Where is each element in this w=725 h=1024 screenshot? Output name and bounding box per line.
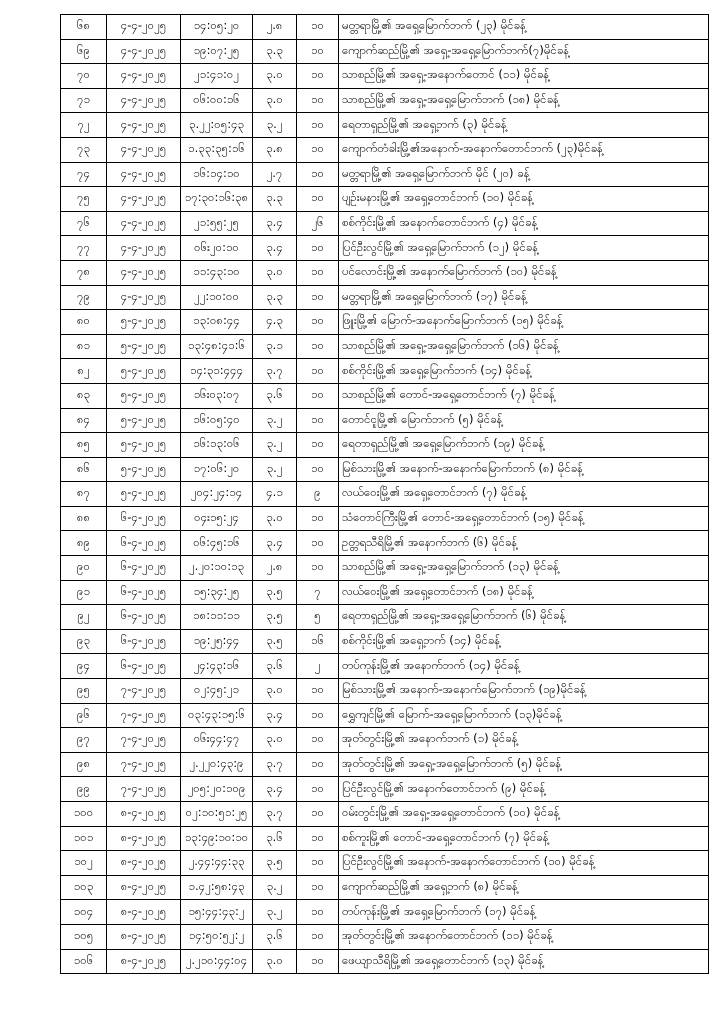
cell-serial-number: ၉၄ — [61, 654, 107, 679]
cell-time: ၁၅:၃၄:၂၅ — [181, 580, 253, 605]
cell-magnitude: ၃.၀ — [253, 88, 297, 113]
cell-depth: ၁၀ — [297, 39, 339, 64]
cell-magnitude: ၃.၆ — [253, 383, 297, 408]
cell-date: ၇-၄-၂၀၂၅ — [107, 777, 181, 802]
cell-depth: ၁၀ — [297, 15, 339, 40]
cell-magnitude: ၃.၆ — [253, 826, 297, 851]
cell-date: ၄-၄-၂၀၂၅ — [107, 162, 181, 187]
cell-date: ၄-၄-၂၀၂၅ — [107, 64, 181, 89]
cell-location: ကျောက်တံခါးမြို့၏အနောက်-အနောက်တောင်ဘက် (၂၃)မိုင်ခန့် — [339, 137, 709, 162]
cell-magnitude: ၂.၈ — [253, 15, 297, 40]
cell-location: အုတ်တွင်းမြို့၏ အရှေ့-အရှေ့မြောက်ဘက် (၅) မိုင်ခန့် — [339, 752, 709, 777]
cell-date: ၅-၄-၂၀၂၅ — [107, 433, 181, 458]
cell-serial-number: ၇၈ — [61, 260, 107, 285]
cell-serial-number: ၆၈ — [61, 15, 107, 40]
cell-time: ၂၄:၄၃:၁၆ — [181, 654, 253, 679]
cell-location: သံတောင်ကြီးမြို့၏ တောင်-အရှေ့တောင်ဘက် (၁၅) မိုင်ခန့် — [339, 506, 709, 531]
cell-depth: ၁၀ — [297, 875, 339, 900]
cell-date: ၅-၄-၂၀၂၅ — [107, 359, 181, 384]
cell-location: ပျဉ်းမနားမြို့၏ အရှေ့တောင်ဘက် (၁၀) မိုင်ခန့် — [339, 187, 709, 212]
cell-time: ၀၆:၀၀:၁၆ — [181, 88, 253, 113]
cell-serial-number: ၈၃ — [61, 383, 107, 408]
cell-date: ၄-၄-၂၀၂၅ — [107, 260, 181, 285]
cell-date: ၇-၄-၂၀၂၅ — [107, 728, 181, 753]
cell-location: မတ္တရာမြို့၏ အရှေ့မြောက်ဘက် (၂၃) မိုင်ခန့် — [339, 15, 709, 40]
cell-depth: ၅ — [297, 605, 339, 630]
cell-time: ၁.၃၃:၃၅:၁၆ — [181, 137, 253, 162]
cell-serial-number: ၇၇ — [61, 236, 107, 261]
cell-depth: ၁၀ — [297, 137, 339, 162]
cell-depth: ၁၆ — [297, 629, 339, 654]
cell-depth: ၁၀ — [297, 703, 339, 728]
cell-time: ၀၄း၁၅:၂၄ — [181, 506, 253, 531]
cell-time: ၀၂:၁၀:၅၁:၂၅ — [181, 802, 253, 827]
cell-magnitude: ၃.၀ — [253, 949, 297, 974]
cell-serial-number: ၉၅ — [61, 679, 107, 704]
cell-magnitude: ၃.၄ — [253, 777, 297, 802]
cell-location: ကျောက်ဆည်မြို့၏ အရှေ့ဘက် (၈) မိုင်ခန့် — [339, 875, 709, 900]
cell-serial-number: ၈၇ — [61, 482, 107, 507]
cell-time: ၁၃:၄၈:၄၁:၆ — [181, 334, 253, 359]
cell-magnitude: ၃.၅ — [253, 629, 297, 654]
cell-date: ၅-၄-၂၀၂၅ — [107, 383, 181, 408]
cell-serial-number: ၈၂ — [61, 359, 107, 384]
cell-depth: ၇ — [297, 580, 339, 605]
cell-time: ၁၇:၃၀:၁၆:၃၈ — [181, 187, 253, 212]
cell-depth: ၁၀ — [297, 752, 339, 777]
table-row — [61, 752, 709, 777]
cell-magnitude: ၄.၁ — [253, 482, 297, 507]
cell-date: ၄-၄-၂၀၂၅ — [107, 15, 181, 40]
table-row — [61, 383, 709, 408]
cell-magnitude: ၃.၂ — [253, 457, 297, 482]
table-row — [61, 777, 709, 802]
cell-location: သာစည်မြို့၏ အရှေ့-အရှေ့မြောက်ဘက် (၁၃) မိုင်ခန့် — [339, 556, 709, 581]
cell-time: ၂.၂၀:၁၀:၁၃ — [181, 556, 253, 581]
table-row — [61, 236, 709, 261]
cell-location: လယ်ဝေးမြို့၏ အရှေ့တောင်ဘက် (၇) မိုင်ခန့် — [339, 482, 709, 507]
cell-magnitude: ၃.၂ — [253, 113, 297, 138]
cell-serial-number: ၇၁ — [61, 88, 107, 113]
cell-location: တောင်ငူမြို့၏ မြောက်ဘက် (၅) မိုင်ခန့် — [339, 408, 709, 433]
cell-location: ဖေယျာသီရိမြို့၏ အရှေ့တောင်ဘက် (၁၃) မိုင်ခန့် — [339, 949, 709, 974]
cell-magnitude: ၃.၆ — [253, 924, 297, 949]
cell-magnitude: ၃.၀ — [253, 679, 297, 704]
cell-location: မတ္တရာမြို့၏ အရှေ့မြောက်ဘက် မိုင် (၂၀) ခန့် — [339, 162, 709, 187]
cell-depth: ၁၀ — [297, 851, 339, 876]
cell-time: ၂၁:၄၁:၀၂ — [181, 64, 253, 89]
table-row — [61, 629, 709, 654]
cell-serial-number: ၁၀၆ — [61, 949, 107, 974]
cell-magnitude: ၃.၅ — [253, 605, 297, 630]
cell-time: ၁၄:၅၀:၅၂:၂ — [181, 924, 253, 949]
cell-serial-number: ၁၀၁ — [61, 826, 107, 851]
cell-time: ၁၉:၂၅:၄၄ — [181, 629, 253, 654]
cell-magnitude: ၃.၅ — [253, 851, 297, 876]
table-row — [61, 875, 709, 900]
cell-serial-number: ၉၃ — [61, 629, 107, 654]
cell-magnitude: ၃.၇ — [253, 359, 297, 384]
cell-location: ပြင်ဦးလွင်မြို့၏ အနောက်တောင်ဘက် (၉) မိုင်ခန့် — [339, 777, 709, 802]
cell-date: ၅-၄-၂၀၂၅ — [107, 482, 181, 507]
cell-date: ၄-၄-၂၀၂၅ — [107, 137, 181, 162]
cell-magnitude: ၂.၈ — [253, 556, 297, 581]
cell-magnitude: ၃.၆ — [253, 654, 297, 679]
cell-magnitude: ၃.၀ — [253, 728, 297, 753]
cell-date: ၅-၄-၂၀၂၅ — [107, 310, 181, 335]
cell-date: ၄-၄-၂၀၂၅ — [107, 236, 181, 261]
cell-date: ၈-၄-၂၀၂၅ — [107, 900, 181, 925]
table-row — [61, 531, 709, 556]
cell-location: ကျောက်ဆည်မြို့၏ အရှေ့-အရှေ့မြောက်ဘက်(၇)မိုင်ခန့် — [339, 39, 709, 64]
cell-time: ၀၆း၄၄:၄၇ — [181, 728, 253, 753]
cell-date: ၄-၄-၂၀၂၅ — [107, 285, 181, 310]
cell-serial-number: ၈၉ — [61, 531, 107, 556]
cell-serial-number: ၉၆ — [61, 703, 107, 728]
cell-date: ၈-၄-၂၀၂၅ — [107, 851, 181, 876]
cell-magnitude: ၃.၄ — [253, 531, 297, 556]
cell-time: ၀၆:၄၅:၁၆ — [181, 531, 253, 556]
cell-time: ၂.၄၄:၄၄:၃၃ — [181, 851, 253, 876]
cell-location: စစ်ကိုင်းမြို့၏ အနောက်တောင်ဘက် (၄) မိုင်ခန့် — [339, 211, 709, 236]
cell-magnitude: ၃.၃ — [253, 285, 297, 310]
cell-depth: ၁၀ — [297, 113, 339, 138]
cell-date: ၇-၄-၂၀၂၅ — [107, 679, 181, 704]
cell-location: ဥတ္တရသီရိမြို့၏ အနောက်ဘက် (၆) မိုင်ခန့် — [339, 531, 709, 556]
cell-serial-number: ၇၀ — [61, 64, 107, 89]
table-row — [61, 137, 709, 162]
cell-location: ရေတာရှည်မြို့၏ အရှေ့-အရှေ့မြောက်ဘက် (၆) မိုင်ခန့် — [339, 605, 709, 630]
table-row — [61, 457, 709, 482]
cell-date: ၄-၄-၂၀၂၅ — [107, 39, 181, 64]
cell-time: ၁၁:၄၃:၁၀ — [181, 260, 253, 285]
table-body — [61, 15, 709, 974]
cell-date: ၄-၄-၂၀၂၅ — [107, 211, 181, 236]
cell-serial-number: ၈၅ — [61, 433, 107, 458]
table-row — [61, 654, 709, 679]
table-row — [61, 285, 709, 310]
cell-depth: ၁၀ — [297, 383, 339, 408]
cell-depth: ၁၀ — [297, 777, 339, 802]
table-row — [61, 39, 709, 64]
cell-date: ၈-၄-၂၀၂၅ — [107, 875, 181, 900]
cell-depth: ၁၀ — [297, 531, 339, 556]
cell-location: ရေတာရှည်မြို့၏ အရှေ့ဘက် (၃) မိုင်ခန့် — [339, 113, 709, 138]
earthquake-table — [60, 14, 709, 974]
cell-time: ၁၆:၁၄:၁၀ — [181, 162, 253, 187]
table-row — [61, 113, 709, 138]
cell-location: အုတ်တွင်းမြို့၏ အနောက်တောင်ဘက် (၁၁) မိုင်ခန့် — [339, 924, 709, 949]
cell-time: ၁၃:၀၈:၄၄ — [181, 310, 253, 335]
cell-location: စစ်ကူးမြို့၏ တောင်-အရှေ့တောင်ဘက် (၇) မိုင်ခန့် — [339, 826, 709, 851]
cell-serial-number: ၁၀၂ — [61, 851, 107, 876]
cell-depth: ၁၀ — [297, 679, 339, 704]
cell-serial-number: ၇၄ — [61, 162, 107, 187]
cell-time: ၂၀၄:၂၄:၁၄ — [181, 482, 253, 507]
cell-time: ၀၆း၂၀:၁၀ — [181, 236, 253, 261]
cell-location: သာစည်မြို့၏ အရှေ့-အရှေ့မြောက်ဘက် (၁၈) မိုင်ခန့် — [339, 88, 709, 113]
cell-serial-number: ၈၆ — [61, 457, 107, 482]
cell-location: ဖြူးမြို့၏ မြောက်-အနောက်မြောက်ဘက် (၁၅) မိုင်ခန့် — [339, 310, 709, 335]
cell-depth: ၁၀ — [297, 408, 339, 433]
table-row — [61, 88, 709, 113]
table-row — [61, 728, 709, 753]
table-row — [61, 260, 709, 285]
cell-location: လယ်ဝေးမြို့၏ အရှေ့တောင်ဘက် (၁၈) မိုင်ခန့် — [339, 580, 709, 605]
cell-depth: ၁၀ — [297, 556, 339, 581]
cell-location: ပင်လောင်းမြို့၏ အနောက်မြောက်ဘက် (၁၀) မိုင်ခန့် — [339, 260, 709, 285]
cell-serial-number: ၇၃ — [61, 137, 107, 162]
cell-magnitude: ၃.၄ — [253, 211, 297, 236]
cell-location: တပ်ကုန်းမြို့၏ အရှေ့မြောက်ဘက် (၁၇) မိုင်ခန့် — [339, 900, 709, 925]
cell-time: ၀၃:၄၃:၁၅:၆ — [181, 703, 253, 728]
cell-date: ၄-၄-၂၀၂၅ — [107, 88, 181, 113]
cell-serial-number: ၈၀ — [61, 310, 107, 335]
table-row — [61, 900, 709, 925]
cell-magnitude: ၃.၃ — [253, 187, 297, 212]
cell-serial-number: ၈၁ — [61, 334, 107, 359]
cell-depth: ၁၀ — [297, 285, 339, 310]
cell-time: ၁၄:၀၅:၂၀ — [181, 15, 253, 40]
cell-serial-number: ၁၀၀ — [61, 802, 107, 827]
cell-date: ၇-၄-၂၀၂၅ — [107, 752, 181, 777]
cell-serial-number: ၉၈ — [61, 752, 107, 777]
table-row — [61, 187, 709, 212]
cell-date: ၈-၄-၂၀၂၅ — [107, 802, 181, 827]
cell-time: ၂၁:၅၅:၂၅ — [181, 211, 253, 236]
cell-magnitude: ၃.၂ — [253, 875, 297, 900]
cell-time: ၁၉:၀၇:၂၅ — [181, 39, 253, 64]
cell-date: ၆-၄-၂၀၂၅ — [107, 556, 181, 581]
cell-date: ၆-၄-၂၀၂၅ — [107, 506, 181, 531]
cell-depth: ၁၀ — [297, 949, 339, 974]
cell-magnitude: ၃.၀ — [253, 260, 297, 285]
table-row — [61, 310, 709, 335]
table-row — [61, 679, 709, 704]
table-row — [61, 408, 709, 433]
table-row — [61, 949, 709, 974]
table-row — [61, 826, 709, 851]
cell-magnitude: ၃.၂ — [253, 433, 297, 458]
cell-serial-number: ၉၉ — [61, 777, 107, 802]
cell-magnitude: ၃.၁ — [253, 334, 297, 359]
cell-date: ၄-၄-၂၀၂၅ — [107, 187, 181, 212]
cell-time: ၁၆း၀၃:၀၇ — [181, 383, 253, 408]
cell-depth: ၁၀ — [297, 728, 339, 753]
cell-serial-number: ၁၀၄ — [61, 900, 107, 925]
cell-date: ၈-၄-၂၀၂၅ — [107, 949, 181, 974]
cell-location: အုတ်တွင်းမြို့၏ အနောက်ဘက် (၁) မိုင်ခန့် — [339, 728, 709, 753]
cell-magnitude: ၃.၇ — [253, 802, 297, 827]
table-row — [61, 851, 709, 876]
cell-magnitude: ၃.၇ — [253, 752, 297, 777]
cell-serial-number: ၇၅ — [61, 187, 107, 212]
cell-serial-number: ၁၀၃ — [61, 875, 107, 900]
cell-serial-number: ၈၈ — [61, 506, 107, 531]
table-row — [61, 506, 709, 531]
cell-location: မတ္တရာမြို့၏ အရှေ့မြောက်ဘက် (၁၇) မိုင်ခန့် — [339, 285, 709, 310]
cell-depth: ၁၀ — [297, 334, 339, 359]
cell-date: ၅-၄-၂၀၂၅ — [107, 334, 181, 359]
cell-time: ၁.၄၂:၅၈:၄၃ — [181, 875, 253, 900]
table-row — [61, 802, 709, 827]
cell-magnitude: ၃.၂ — [253, 900, 297, 925]
cell-time: ၃.၂၂:၀၅:၄၃ — [181, 113, 253, 138]
cell-magnitude: ၃.၈ — [253, 137, 297, 162]
cell-depth: ၉ — [297, 482, 339, 507]
cell-depth: ၂ — [297, 654, 339, 679]
cell-depth: ၁၀ — [297, 260, 339, 285]
cell-depth: ၁၀ — [297, 88, 339, 113]
table-row — [61, 211, 709, 236]
cell-magnitude: ၂.၇ — [253, 162, 297, 187]
cell-depth: ၁၀ — [297, 64, 339, 89]
table-row — [61, 15, 709, 40]
cell-time: ၁၃:၄၉:၁၀:၁၀ — [181, 826, 253, 851]
cell-location: သာစည်မြို့၏ တောင်-အရှေ့တောင်ဘက် (၇) မိုင်ခန့် — [339, 383, 709, 408]
cell-location: သာစည်မြို့၏ အရှေ့-အနောက်တောင် (၁၁) မိုင်ခန့် — [339, 64, 709, 89]
cell-serial-number: ၇၉ — [61, 285, 107, 310]
cell-date: ၆-၄-၂၀၂၅ — [107, 605, 181, 630]
table-row — [61, 482, 709, 507]
cell-date: ၆-၄-၂၀၂၅ — [107, 531, 181, 556]
cell-location: တပ်ကုန်းမြို့၏ အနောက်ဘက် (၁၄) မိုင်ခန့် — [339, 654, 709, 679]
cell-date: ၈-၄-၂၀၂၅ — [107, 826, 181, 851]
cell-serial-number: ၉၂ — [61, 605, 107, 630]
cell-time: ၁၇:၀၆:၂၀ — [181, 457, 253, 482]
cell-depth: ၁၀ — [297, 457, 339, 482]
table-row — [61, 924, 709, 949]
cell-depth: ၁၀ — [297, 900, 339, 925]
cell-depth: ၁၀ — [297, 236, 339, 261]
cell-date: ၅-၄-၂၀၂၅ — [107, 457, 181, 482]
cell-date: ၆-၄-၂၀၂၅ — [107, 629, 181, 654]
cell-depth: ၁၀ — [297, 802, 339, 827]
cell-time: ၁၆:၀၅:၄၀ — [181, 408, 253, 433]
cell-magnitude: ၃.၃ — [253, 39, 297, 64]
cell-depth: ၁၀ — [297, 310, 339, 335]
cell-date: ၆-၄-၂၀၂၅ — [107, 580, 181, 605]
cell-location: ပြင်ဦးလွင်မြို့၏ အနောက်-အနောက်တောင်ဘက် (၁၀) မိုင်ခန့် — [339, 851, 709, 876]
cell-date: ၇-၄-၂၀၂၅ — [107, 703, 181, 728]
cell-location: ရွှေကျင်မြို့၏ မြောက်-အရှေ့မြောက်ဘက် (၁၃)မိုင်ခန့် — [339, 703, 709, 728]
table-row — [61, 605, 709, 630]
cell-serial-number: ၈၄ — [61, 408, 107, 433]
cell-depth: ၁၀ — [297, 162, 339, 187]
cell-time: ၁၈:၁၁:၁၁ — [181, 605, 253, 630]
cell-date: ၅-၄-၂၀၂၅ — [107, 408, 181, 433]
cell-time: ၂၀၅:၂၀:၁၀၉ — [181, 777, 253, 802]
cell-location: သာစည်မြို့၏ အရှေ့-အရှေ့မြောက်ဘက် (၁၆) မိုင်ခန့် — [339, 334, 709, 359]
cell-time: ၁၅:၄၄:၄၃:၂ — [181, 900, 253, 925]
cell-location: မြစ်သားမြို့၏ အနောက်-အနောက်မြောက်ဘက် (၈) မိုင်ခန့် — [339, 457, 709, 482]
cell-serial-number: ၇၂ — [61, 113, 107, 138]
cell-magnitude: ၃.၄ — [253, 703, 297, 728]
cell-date: ၄-၄-၂၀၂၅ — [107, 113, 181, 138]
cell-time: ၂.၂၂၀:၄၃:၉ — [181, 752, 253, 777]
cell-serial-number: ၆၉ — [61, 39, 107, 64]
cell-location: ပြင်ဦးလွင်မြို့၏ အရှေ့မြောက်ဘက် (၁၂) မိုင်ခန့် — [339, 236, 709, 261]
table-row — [61, 703, 709, 728]
cell-depth: ၂၆ — [297, 211, 339, 236]
table-row — [61, 359, 709, 384]
cell-time: ၁၆:၁၃:၀၆ — [181, 433, 253, 458]
cell-magnitude: ၃.၅ — [253, 580, 297, 605]
table-row — [61, 556, 709, 581]
cell-depth: ၁၀ — [297, 359, 339, 384]
cell-serial-number: ၉၁ — [61, 580, 107, 605]
table-row — [61, 64, 709, 89]
cell-depth: ၁၀ — [297, 433, 339, 458]
cell-serial-number: ၉၇ — [61, 728, 107, 753]
cell-magnitude: ၃.၂ — [253, 408, 297, 433]
cell-time: ၂.၂၁၀:၄၄:၀၄ — [181, 949, 253, 974]
cell-location: မြစ်သားမြို့၏ အနောက်-အနောက်မြောက်ဘက် (၁၉)မိုင်ခန့် — [339, 679, 709, 704]
cell-depth: ၁၀ — [297, 826, 339, 851]
cell-time: ၂၂:၁၀:၀၀ — [181, 285, 253, 310]
cell-depth: ၁၀ — [297, 924, 339, 949]
table-row — [61, 580, 709, 605]
cell-time: ၀၂:၄၅:၂၁ — [181, 679, 253, 704]
cell-magnitude: ၄.၃ — [253, 310, 297, 335]
cell-location: စစ်ကိုင်းမြို့၏ အရှေ့မြောက်ဘက် (၁၄) မိုင်ခန့် — [339, 359, 709, 384]
cell-date: ၆-၄-၂၀၂၅ — [107, 654, 181, 679]
cell-serial-number: ၇၆ — [61, 211, 107, 236]
cell-serial-number: ၉၀ — [61, 556, 107, 581]
cell-magnitude: ၃.၄ — [253, 236, 297, 261]
cell-magnitude: ၃.၀ — [253, 506, 297, 531]
table-row — [61, 162, 709, 187]
cell-location: ရေတာရှည်မြို့၏ အရှေ့မြောက်ဘက် (၁၉) မိုင်ခန့် — [339, 433, 709, 458]
cell-location: ဝမ်းတွင်းမြို့၏ အရှေ့-အရှေ့တောင်ဘက် (၁၀) မိုင်ခန့် — [339, 802, 709, 827]
cell-date: ၈-၄-၂၀၂၅ — [107, 924, 181, 949]
cell-depth: ၁၀ — [297, 506, 339, 531]
cell-time: ၁၄:၃၁:၄၄၄ — [181, 359, 253, 384]
cell-magnitude: ၃.၀ — [253, 64, 297, 89]
cell-depth: ၁၀ — [297, 187, 339, 212]
table-row — [61, 433, 709, 458]
cell-serial-number: ၁၀၅ — [61, 924, 107, 949]
cell-location: စစ်ကိုင်းမြို့၏ အရှေ့ဘက် (၁၄) မိုင်ခန့် — [339, 629, 709, 654]
table-row — [61, 334, 709, 359]
